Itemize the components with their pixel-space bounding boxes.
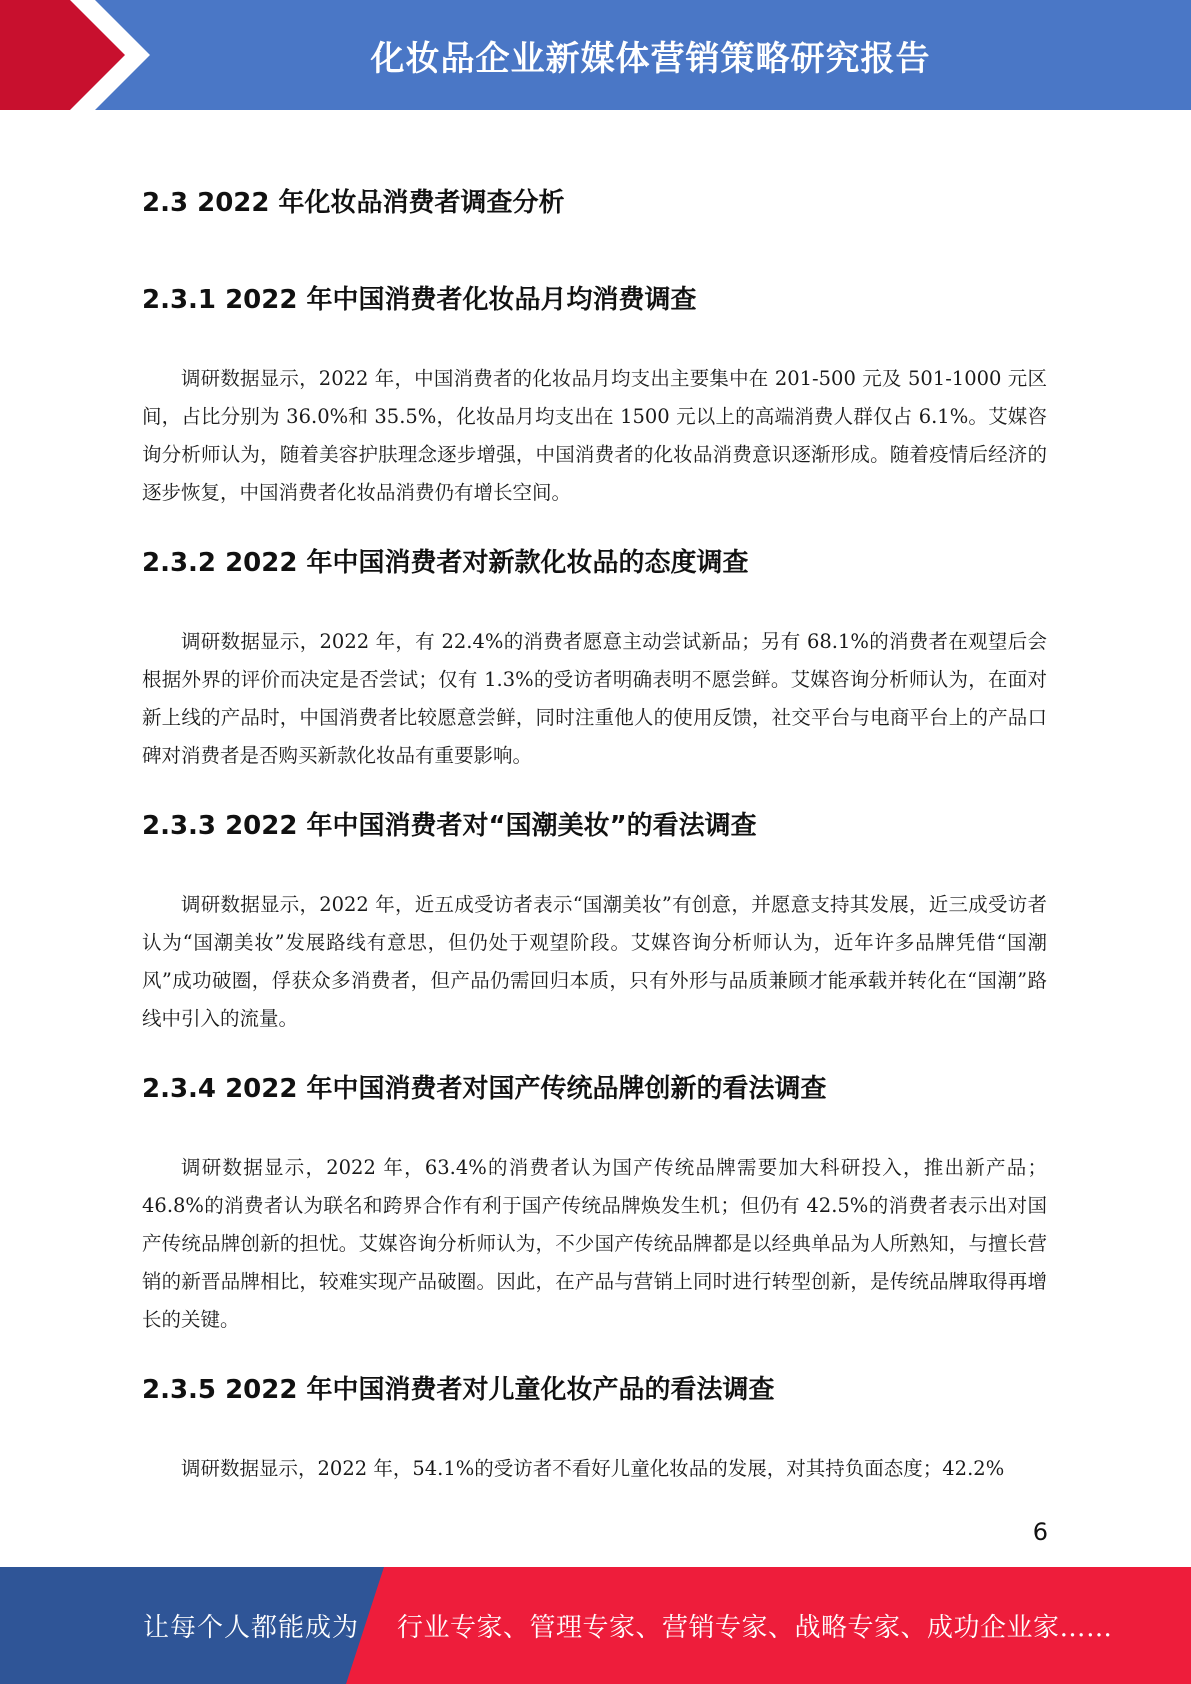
subsection-paragraph: 调研数据显示，2022 年，54.1%的受访者不看好儿童化妆品的发展，对其持负面态度；42.2% [181, 1457, 1005, 1480]
footer-slogan-left: 让每个人都能成为 [143, 1613, 360, 1643]
header-band [0, 0, 1191, 110]
subsection-title: 2.3.5 2022 年中国消费者对儿童化妆产品的看法调查 [142, 1375, 775, 1405]
subsection [142, 805, 1047, 1038]
subsection-title: 2.3.2 2022 年中国消费者对新款化妆品的态度调查 [142, 548, 749, 578]
subsection-title: 2.3.1 2022 年中国消费者化妆品月均消费调查 [142, 285, 697, 315]
header-arrow-icon [0, 0, 150, 110]
footer-band [0, 1567, 1191, 1684]
subsection [142, 279, 1047, 512]
report-title: 化妆品企业新媒体营销策略研究报告 [370, 38, 931, 79]
subsection [142, 542, 1047, 775]
subsection-title: 2.3.4 2022 年中国消费者对国产传统品牌创新的看法调查 [142, 1074, 827, 1104]
section-title: 2.3 2022 年化妆品消费者调查分析 [142, 188, 565, 218]
subsection [142, 1068, 1047, 1339]
subsection-paragraph: 调研数据显示，2022 年，中国消费者的化妆品月均支出主要集中在 201-500 元及 501-1000 元区间，占比分别为 36.0%和 35.5%，化妆品月均支出在 1500 元以上的高端消费人群仅占 6.1%。艾媒咨询分析师认为，随着美容护肤理念逐步增强，中国消费者的化妆品消费意识逐渐形成。随着疫情后经济的逐步恢复，中国消费者化妆品消费仍有增长空间。 [142, 367, 1047, 504]
subsection-title: 2.3.3 2022 年中国消费者对“国潮美妆”的看法调查 [142, 811, 757, 841]
page-number: 6 [1032, 1518, 1048, 1546]
footer-slogan-right: 行业专家、管理专家、营销专家、战略专家、成功企业家…… [397, 1613, 1113, 1643]
subsection-paragraph: 调研数据显示，2022 年，63.4%的消费者认为国产传统品牌需要加大科研投入，推出新产品；46.8%的消费者认为联名和跨界合作有利于国产传统品牌焕发生机；但仍有 42.5%的消费者表示出对国产传统品牌创新的担忧。艾媒咨询分析师认为，不少国产传统品牌都是以经典单品为人所熟知，与擅长营销的新晋品牌相比，较难实现产品破圈。因此，在产品与营销上同时进行转型创新，是传统品牌取得再增长的关键。 [142, 1156, 1047, 1331]
subsection-paragraph: 调研数据显示，2022 年，有 22.4%的消费者愿意主动尝试新品；另有 68.1%的消费者在观望后会根据外界的评价而决定是否尝试；仅有 1.3%的受访者明确表明不愿尝鲜。艾媒咨询分析师认为，在面对新上线的产品时，中国消费者比较愿意尝鲜，同时注重他人的使用反馈，社交平台与电商平台上的产品口碑对消费者是否购买新款化妆品有重要影响。 [142, 630, 1047, 767]
main-content [142, 170, 1047, 1518]
subsection [142, 1369, 1047, 1488]
subsection-paragraph: 调研数据显示，2022 年，近五成受访者表示“国潮美妆”有创意，并愿意支持其发展，近三成受访者认为“国潮美妆”发展路线有意思，但仍处于观望阶段。艾媒咨询分析师认为，近年许多品牌凭借“国潮风”成功破圈，俘获众多消费者，但产品仍需回归本质，只有外形与品质兼顾才能承载并转化在“国潮”路线中引入的流量。 [142, 893, 1047, 1030]
